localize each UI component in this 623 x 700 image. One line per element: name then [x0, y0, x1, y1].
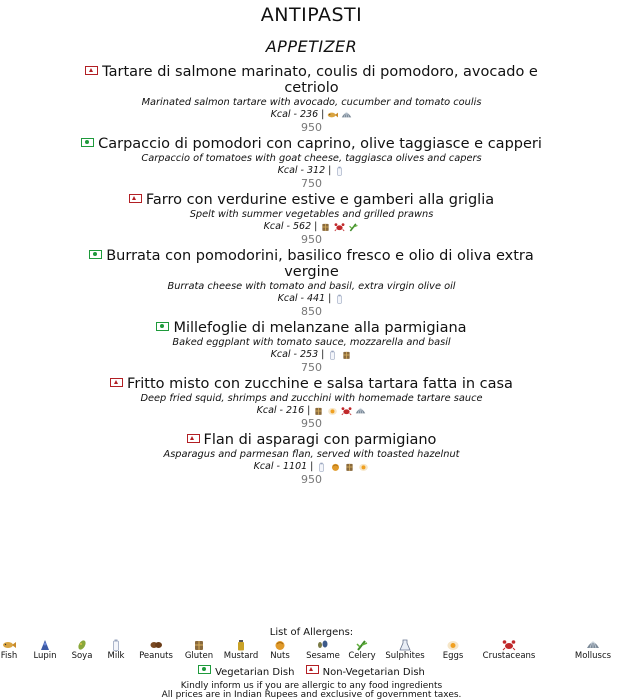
- dish-price: 750: [301, 361, 322, 374]
- allergen-list-title: List of Allergens:: [269, 627, 354, 638]
- allergen-label: Crustaceans: [482, 651, 536, 661]
- allergen-label: Molluscs: [574, 651, 612, 661]
- milk-icon: [334, 294, 345, 304]
- veg-badge-icon: [198, 665, 211, 674]
- dish-description: Burrata cheese with tomato and basil, extra virgin olive oil: [167, 281, 456, 292]
- allergen-item: [563, 639, 623, 661]
- nuts-icon: [330, 462, 341, 472]
- allergen-label: Gluten: [184, 651, 214, 661]
- dish-description: Marinated salmon tartare with avocado, cucumber and tomato coulis: [141, 97, 482, 108]
- dish-nutrition: [0, 164, 623, 177]
- dish-item: [0, 432, 623, 486]
- nonveg-badge-icon: [129, 194, 142, 203]
- section-title: ANTIPASTI: [260, 4, 363, 26]
- eggs-icon: [423, 639, 483, 651]
- veg-badge-icon: [89, 250, 102, 259]
- dish-price: 750: [301, 177, 322, 190]
- dish-name-text: Flan di asparagi con parmigiano: [203, 432, 437, 448]
- dish-kcal: Kcal - 253 |: [270, 349, 325, 360]
- dish-name-text: Tartare di salmone marinato, coulis di pomodoro, avocado e cetriolo: [102, 64, 538, 96]
- dish-name: [0, 248, 623, 280]
- crustacean-icon: [479, 639, 539, 651]
- price-notice: All prices are in Indian Rupees and exclusive of government taxes.: [161, 690, 462, 700]
- allergen-legend: [0, 639, 623, 661]
- dish-description: Deep fried squid, shrimps and zucchini with homemade tartare sauce: [140, 393, 483, 404]
- dish-nutrition: [0, 460, 623, 473]
- fish-icon: [327, 110, 338, 120]
- dish-name: [0, 136, 623, 152]
- dish-kcal: Kcal - 216 |: [256, 405, 311, 416]
- mollusc-icon: [341, 110, 352, 120]
- section-subtitle: APPETIZER: [265, 37, 358, 56]
- dish-item: [0, 136, 623, 190]
- eggs-icon: [358, 462, 369, 472]
- dish-price: 950: [301, 473, 322, 486]
- milk-icon: [334, 166, 345, 176]
- allergen-label: Sulphites: [385, 651, 425, 661]
- nonveg-badge-icon: [306, 665, 319, 674]
- mollusc-icon: [355, 406, 366, 416]
- dish-description: Carpaccio of tomatoes with goat cheese, taggiasca olives and capers: [141, 153, 482, 164]
- dish-price: 950: [301, 417, 322, 430]
- allergen-item: [423, 639, 483, 661]
- diet-legend: [0, 665, 623, 678]
- dish-nutrition: [0, 404, 623, 417]
- celery-icon: [348, 222, 359, 232]
- allergen-item: [479, 639, 539, 661]
- allergen-label: Milk: [107, 651, 125, 661]
- dish-name: [0, 432, 623, 448]
- allergen-label: Celery: [348, 651, 376, 661]
- veg-badge-icon: [81, 138, 94, 147]
- nonveg-badge-icon: [110, 378, 123, 387]
- dish-item: [0, 320, 623, 374]
- dish-nutrition: [0, 220, 623, 233]
- veg-badge-icon: [156, 322, 169, 331]
- gluten-icon: [341, 350, 352, 360]
- gluten-icon: [313, 406, 324, 416]
- dish-name-text: Farro con verdurine estive e gamberi alla griglia: [145, 192, 495, 208]
- veg-legend-label: Vegetarian Dish: [215, 667, 295, 678]
- dish-kcal: Kcal - 236 |: [270, 109, 325, 120]
- dish-price: 950: [301, 121, 322, 134]
- dish-name: [0, 64, 623, 96]
- dish-name-text: Carpaccio di pomodori con caprino, olive taggiasce e capperi: [98, 136, 542, 152]
- mollusc-icon: [563, 639, 623, 651]
- allergen-label: Fish: [0, 651, 18, 661]
- dish-name: [0, 320, 623, 336]
- allergen-label: Peanuts: [139, 651, 173, 661]
- dish-price: 950: [301, 233, 322, 246]
- dish-item: [0, 248, 623, 318]
- dish-price: 850: [301, 305, 322, 318]
- allergen-label: Lupin: [33, 651, 57, 661]
- nonveg-badge-icon: [187, 434, 200, 443]
- dish-kcal: Kcal - 441 |: [277, 293, 332, 304]
- allergen-label: Nuts: [270, 651, 290, 661]
- dish-kcal: Kcal - 562 |: [263, 221, 318, 232]
- gluten-icon: [344, 462, 355, 472]
- dish-name: [0, 376, 623, 392]
- eggs-icon: [327, 406, 338, 416]
- allergen-label: Sesame: [306, 651, 340, 661]
- dish-name: [0, 192, 623, 208]
- milk-icon: [327, 350, 338, 360]
- dish-list: [0, 64, 623, 488]
- allergen-label: Eggs: [442, 651, 464, 661]
- dish-nutrition: [0, 348, 623, 361]
- gluten-icon: [320, 222, 331, 232]
- dish-name-text: Fritto misto con zucchine e salsa tartara fatta in casa: [127, 376, 513, 392]
- nonveg-badge-icon: [85, 66, 98, 75]
- dish-item: [0, 376, 623, 430]
- allergy-notice: Kindly inform us if you are allergic to any food ingredients: [180, 681, 443, 691]
- dish-description: Baked eggplant with tomato sauce, mozzarella and basil: [172, 337, 451, 348]
- allergen-label: Mustard: [223, 651, 259, 661]
- dish-item: [0, 64, 623, 134]
- crustacean-icon: [334, 222, 345, 232]
- dish-nutrition: [0, 108, 623, 121]
- dish-nutrition: [0, 292, 623, 305]
- nonveg-legend-label: Non-Vegetarian Dish: [322, 667, 425, 678]
- dish-kcal: Kcal - 1101 |: [253, 461, 314, 472]
- dish-description: Spelt with summer vegetables and grilled prawns: [189, 209, 434, 220]
- dish-item: [0, 192, 623, 246]
- dish-description: Asparagus and parmesan flan, served with toasted hazelnut: [163, 449, 460, 460]
- allergen-label: Soya: [71, 651, 93, 661]
- dish-name-text: Burrata con pomodorini, basilico fresco e olio di oliva extra vergine: [106, 248, 534, 280]
- crustacean-icon: [341, 406, 352, 416]
- dish-name-text: Millefoglie di melanzane alla parmigiana: [173, 320, 467, 336]
- dish-kcal: Kcal - 312 |: [277, 165, 332, 176]
- milk-icon: [316, 462, 327, 472]
